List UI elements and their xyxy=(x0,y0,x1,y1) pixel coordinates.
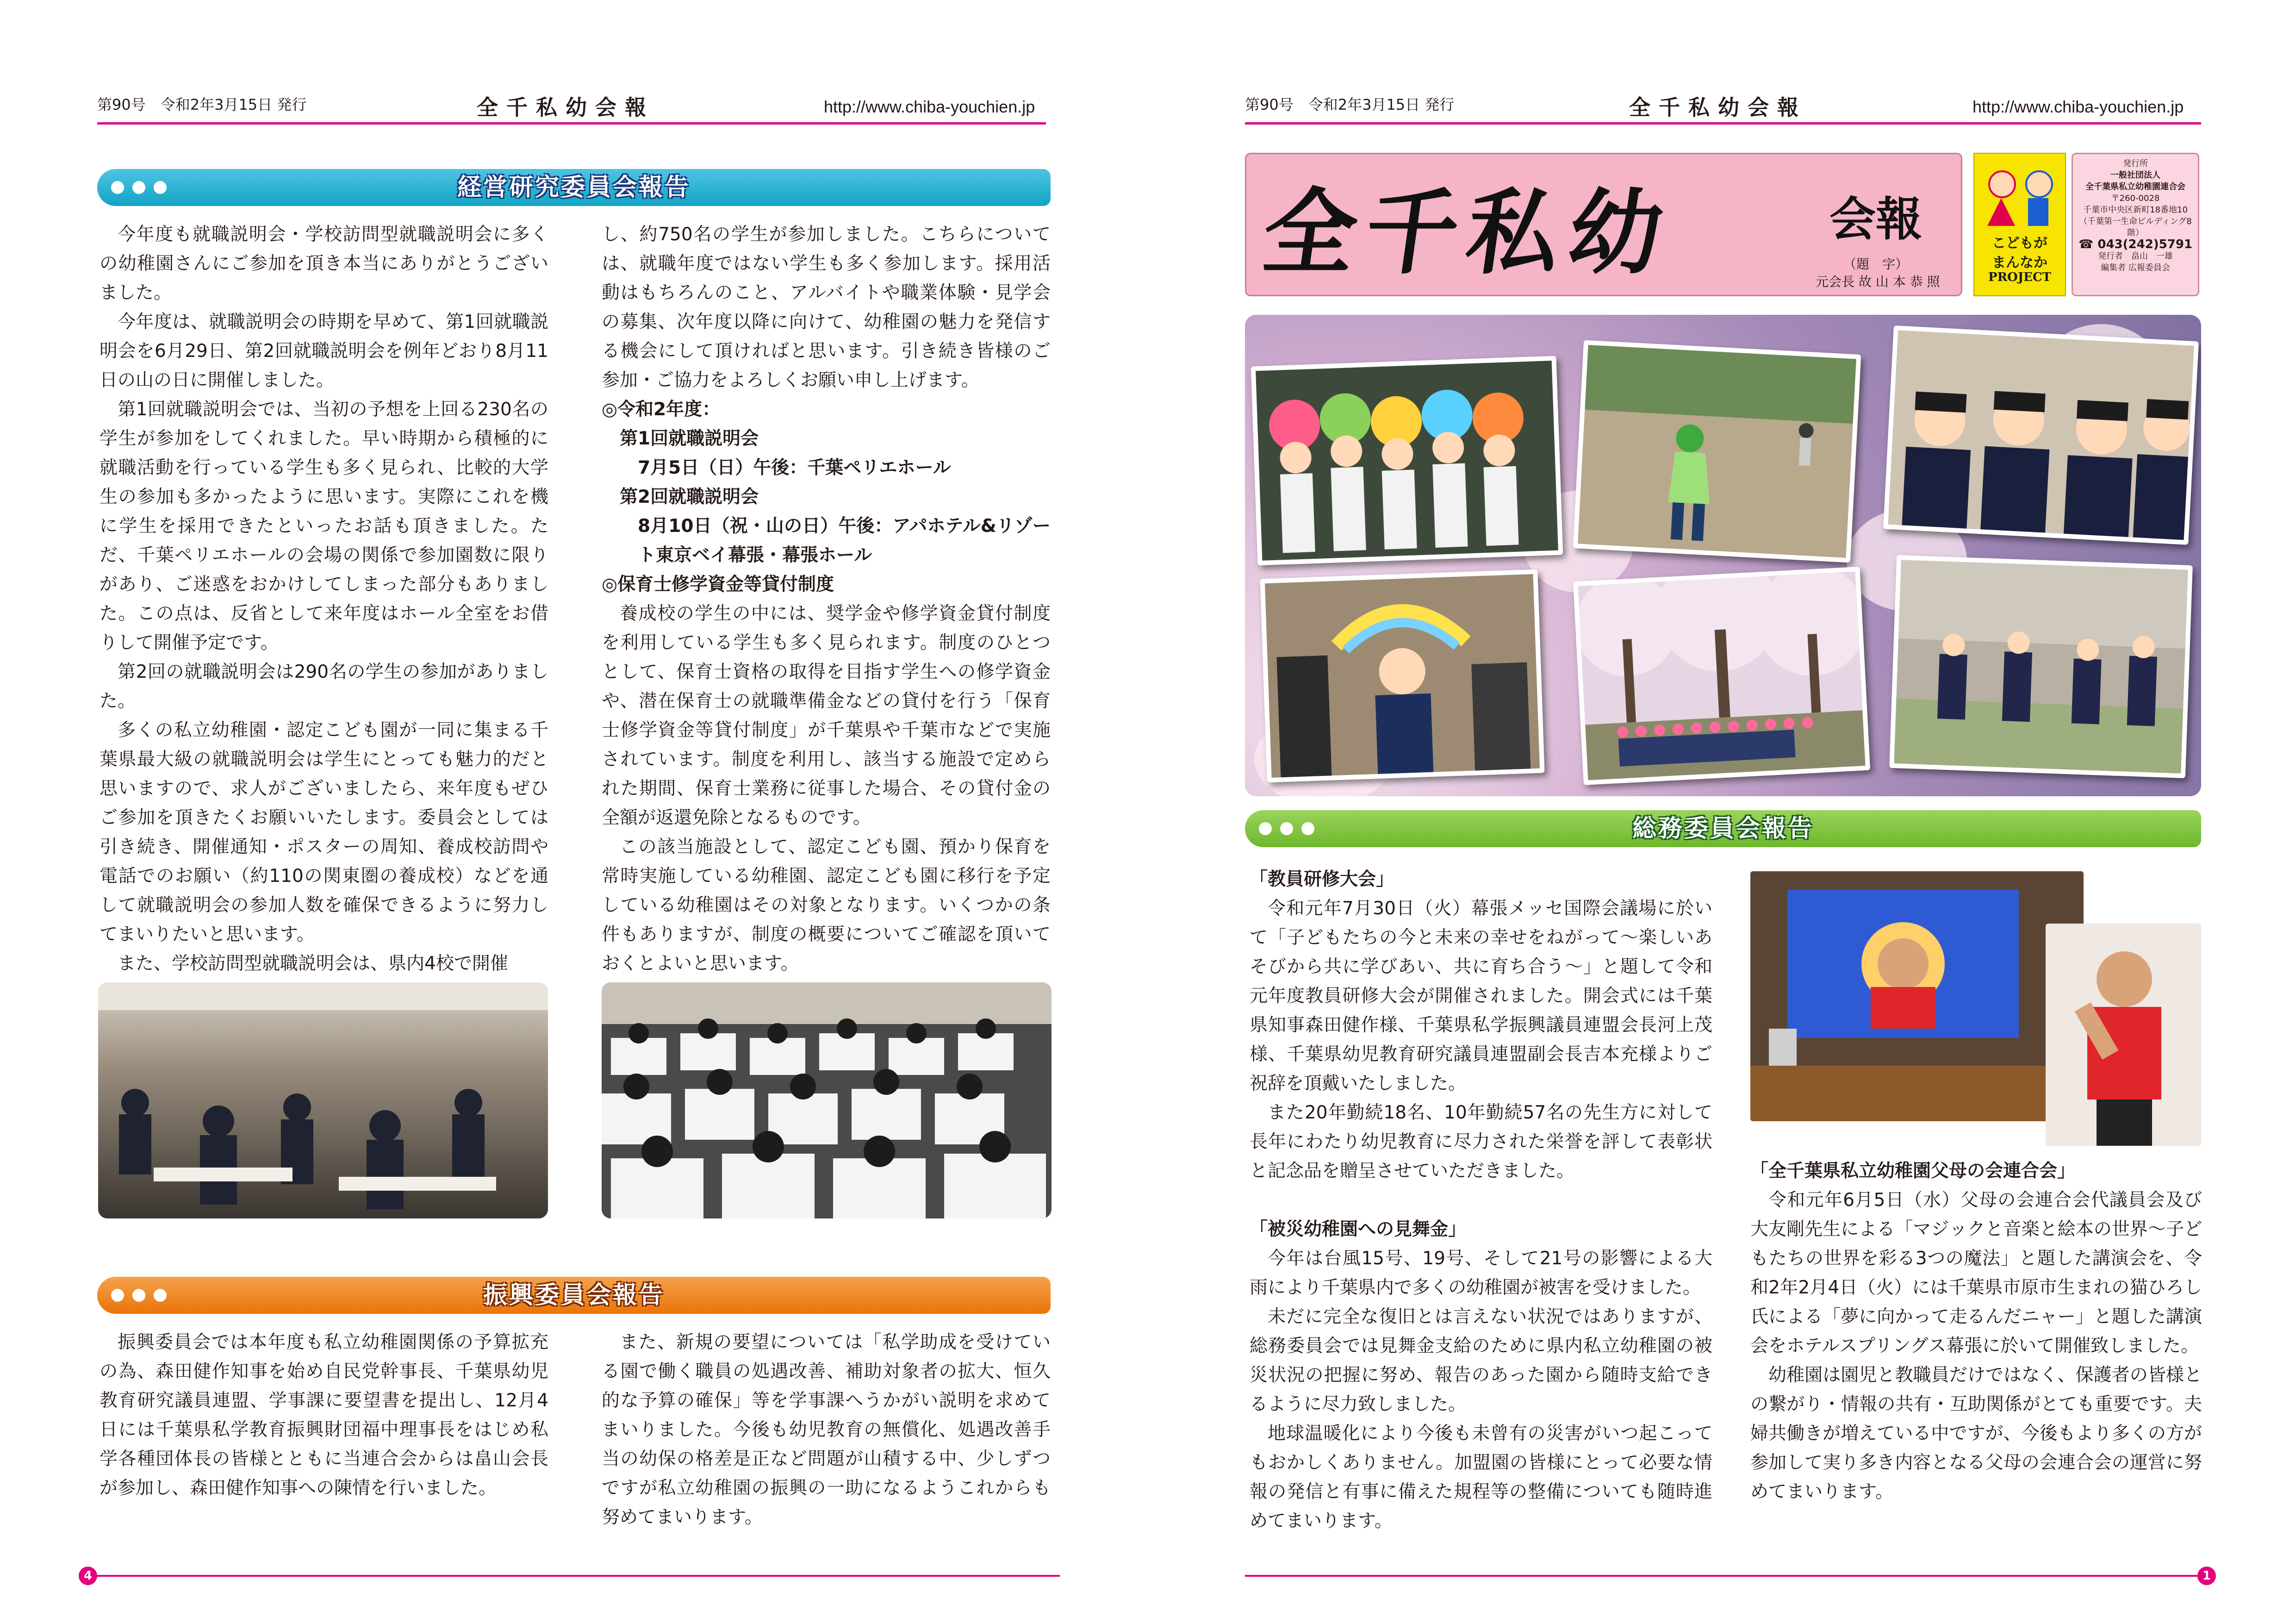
logo-line-2: まんなか xyxy=(1992,255,2047,271)
logo-line-1: こどもが xyxy=(1992,235,2047,251)
publisher-box xyxy=(2072,153,2199,296)
schedule-second: 第2回就職説明会 xyxy=(620,487,759,507)
keiei-para: 多くの私立幼稚園・認定こども園が一同に集まる千葉県最大級の就職説明会は学生にとっても魅力的だと思いますので、求人がございましたら、来年度もぜひご参加を頂きたくお願いいたします。委員会としては引き続き、開催通知・ポスターの周知、養成校訪問や電話でのお願い（約110の関東圏の養成校）などを通して就職説明会の参加人数を確保できるように努力してまいりたいと思います。 xyxy=(100,720,548,945)
publisher-tel: ☎ 043(242)5791 xyxy=(2078,237,2193,251)
left-header-url[interactable]: http://www.chiba-youchien.jp xyxy=(824,97,1035,116)
right-header-rule xyxy=(1245,122,2201,125)
publisher-address: 千葉市中央区新町18番地10 xyxy=(2083,205,2188,215)
keiei-para: この該当施設として、認定こども園、預かり保育を常時実施している幼稚園、認定こども園に移行を予定している幼稚園はその対象となります。いくつかの条件もありますが、制度の概要についてご確認を頂いておくとよいと思います。 xyxy=(602,837,1051,974)
collage-photo-blossom-trees-image xyxy=(1578,572,1865,781)
collage-photo-blossom-trees xyxy=(1573,567,1870,785)
masthead xyxy=(1245,153,1962,296)
right-header-url[interactable]: http://www.chiba-youchien.jp xyxy=(1972,97,2184,116)
shinko-para: 振興委員会では本年度も私立幼稚園関係の予算拡充の為、森田健作知事を始め自民党幹事長、千葉県幼児教育研究議員連盟、学事課に要望書を提出し、12月4日には千葉県私学教育振興財団福中理事長をはじめ私学各種団体長の皆様とともに当連合会からは畠山会長が参加し、森田健作知事への陳情を行いました。 xyxy=(100,1332,548,1499)
schedule-first: 第1回就職説明会 xyxy=(620,428,759,449)
publisher-label: 発行所 xyxy=(2123,159,2148,169)
somu-column-2 xyxy=(1750,1156,2202,1506)
right-footer-rule xyxy=(1245,1575,2201,1577)
lecture-stage-photo xyxy=(1750,871,2084,1121)
shinko-heading: 振興委員会報告 xyxy=(483,1281,665,1309)
kenshu-para: また20年勤続18名、10年勤続57名の先生方に対して長年にわたり幼児教育に尽力された栄誉を評して表彰状と記念品を贈呈させていただきました。 xyxy=(1250,1102,1712,1181)
mimai-para: 地球温暖化により今後も未曾有の災害がいつ起こってもおかしくありません。加盟園の皆様にとって必要な情報の発信と有事に備えた規程等の整備についても随時進めてまいります。 xyxy=(1250,1423,1712,1531)
publisher-building: （千葉第一生命ビルディング8階） xyxy=(2079,217,2192,238)
left-footer-rule xyxy=(97,1575,1060,1577)
right-page-number: 1 xyxy=(2197,1567,2216,1585)
keiei-para: 第1回就職説明会では、当初の予想を上回る230名の学生が参加をしてくれました。早い時期から積極的に就職活動を行っている学生も多く見られ、比較的大学生の参加も多かったように思います。実際にこれを機に学生を採用できたといったお話も頂きました。ただ、千葉ペリエホールの会場の関係で参加園数に限りがあり、ご迷惑をおかけしてしまった部分もありました。この点は、反省として来年度はホール全室をお借りして開催予定です。 xyxy=(100,399,548,653)
schedule-title: ◎令和2年度： xyxy=(602,399,721,420)
seido-title: ◎保育士修学資金等貸付制度 xyxy=(602,574,834,595)
publisher-postal: 〒260-0028 xyxy=(2111,194,2160,203)
somu-banner xyxy=(1245,810,2201,847)
keiei-para: また、学校訪問型就職説明会は、県内4校で開催 xyxy=(118,953,508,974)
photo-collage xyxy=(1245,315,2201,796)
shinko-column-1 xyxy=(100,1328,548,1503)
keiei-column-2 xyxy=(602,220,1051,978)
masthead-calligrapher: 元会長 故 山 本 恭 照 xyxy=(1816,274,1940,289)
lecture-stage-photo-image xyxy=(1750,871,2084,1121)
kenshu-para: 令和元年7月30日（火）幕張メッセ国際会議場に於いて「子どもたちの今と未来の幸せをねがって〜楽しいあそびから共に学びあい、共に育ち合う〜」と題して令和元年度教員研修大会が開催されました。開会式には千葉県知事森田健作様、千葉県私学振興議員連盟会長河上茂様、千葉県幼児教育研究議員連盟副会長吉本充様よりご祝辞を頂戴いたしました。 xyxy=(1250,898,1712,1094)
kenshu-title: 「教員研修大会」 xyxy=(1250,869,1394,890)
collage-photo-sportsday-image xyxy=(1578,345,1856,558)
left-header-rule xyxy=(97,122,1046,125)
fubo-para: 幼稚園は園児と教職員だけではなく、保護者の皆様との繋がり・情報の共有・互助関係がとても重要です。夫婦共働きが増えている中ですが、今後もより多くの方が参加して実り多き内容となる父母の会連合会の運営に努めてまいります。 xyxy=(1750,1365,2202,1502)
masthead-daiji: （題 字） xyxy=(1843,256,1909,272)
left-header-title: 全千私幼会報 xyxy=(477,95,654,120)
mimai-para: 未だに完全な復旧とは言えない状況ではありますが、総務委員会では見舞金支給のために県内私立幼稚園の被災状況の把握に努め、報告のあった園から随時支給できるように尽力致しました。 xyxy=(1250,1306,1712,1415)
keiei-para: 第2回の就職説明会は290名の学生の参加がありました。 xyxy=(100,662,548,712)
collage-photo-ceremony-image xyxy=(1265,574,1540,778)
publisher-org-2: 全千葉県私立幼稚園連合会 xyxy=(2085,182,2185,192)
kid-right-icon xyxy=(2025,170,2053,198)
somu-column-1 xyxy=(1250,865,1712,1536)
mimai-title: 「被災幼稚園への見舞金」 xyxy=(1250,1219,1467,1240)
right-header-title: 全千私幼会報 xyxy=(1629,95,1807,120)
job-fair-photo-2 xyxy=(602,982,1052,1218)
shinko-para: また、新規の要望については「私学助成を受けている園で働く職員の処遇改善、補助対象者の拡大、恒久的な予算の確保」等を学事課へうかがい説明を求めてまいりました。今後も幼児教育の無償化、処遇改善手当の幼保の格差是正など問題が山積する中、少しずつですが私立幼稚園の振興の一助になるようこれからも努めてまいります。 xyxy=(602,1332,1051,1528)
fubo-para: 令和元年6月5日（水）父母の会連合会代議員会及び大友剛先生による「マジックと音楽と絵本の世界〜子どもたちの世界を彩る3つの魔法」と題した講演会を、令和2年2月4日（火）には千葉県市原市生まれの猫ひろし氏による「夢に向かって走るんだニャー」と題した講演会をホテルスプリングス幕張に於いて開催致しました。 xyxy=(1750,1190,2202,1356)
collage-photo-sportsday xyxy=(1573,340,1861,563)
collage-photo-dance xyxy=(1889,555,2193,778)
kid-left-body-icon xyxy=(1987,198,2015,226)
keiei-heading: 経営研究委員会報告 xyxy=(457,174,691,201)
schedule-second-detail: 8月10日（祝・山の日）午後：アパホテル&リゾート東京ベイ幕張・幕張ホール xyxy=(638,516,1051,566)
left-header-issue: 第90号 令和2年3月15日 発行 xyxy=(97,96,307,113)
left-page-number: 4 xyxy=(79,1567,97,1585)
masthead-kaiho: 会報 xyxy=(1829,192,1922,246)
job-fair-photo-1-image xyxy=(98,982,548,1218)
shinko-banner xyxy=(97,1277,1051,1314)
nekohiroshi-photo xyxy=(2046,924,2201,1146)
somu-heading: 総務委員会報告 xyxy=(1632,815,1814,843)
kid-left-icon xyxy=(1988,170,2016,198)
right-header-issue: 第90号 令和2年3月15日 発行 xyxy=(1245,96,1455,113)
publisher-editor: 編集者 広報委員会 xyxy=(2101,263,2170,273)
keiei-para: 養成校の学生の中には、奨学金や修学資金貸付制度を利用している学生も多く見られます。制度のひとつとして、保育士資格の取得を目指す学生への修学資金や、潜在保育士の就職準備金などの貸付を行う「保育士修学資金等貸付制度」が千葉県や千葉市などで実施されています。制度を利用し、該当する施設で定められた期間、保育士業務に従事した場合、その貸付金の全額が返還免除となるものです。 xyxy=(602,603,1051,828)
kodomo-mannaka-logo xyxy=(1973,153,2066,296)
publisher-issuer: 発行者 畠山 一雄 xyxy=(2098,251,2173,261)
collage-photo-costumes xyxy=(1251,356,1563,566)
collage-photo-classroom-image xyxy=(1888,331,2194,540)
collage-photo-dance-image xyxy=(1894,560,2188,773)
keiei-banner xyxy=(97,169,1051,206)
logo-line-3: PROJECT xyxy=(1988,270,2051,284)
publisher-org-1: 一般社団法人 xyxy=(2110,170,2160,180)
schedule-first-detail: 7月5日（日）午後：千葉ペリエホール xyxy=(638,457,951,478)
keiei-column-1 xyxy=(100,220,548,978)
collage-photo-ceremony xyxy=(1260,569,1545,783)
fubo-title: 「全千葉県私立幼稚園父母の会連合会」 xyxy=(1750,1161,2076,1181)
collage-photo-costumes-image xyxy=(1256,361,1558,561)
keiei-para: 今年度も就職説明会・学校訪問型就職説明会に多くの幼稚園さんにご参加を頂き本当にありがとうございました。 xyxy=(100,224,548,303)
job-fair-photo-1 xyxy=(98,982,548,1218)
keiei-para: し、約750名の学生が参加しました。こちらについては、就職年度ではない学生も多く参加します。採用活動はもちろんのこと、アルバイトや職業体験・見学会の募集、次年度以降に向けて、幼稚園の魅力を発信する機会にして頂ければと思います。引き続き皆様のご参加・ご協力をよろしくお願い申し上げます。 xyxy=(602,224,1051,391)
kid-right-body-icon xyxy=(2024,198,2052,226)
job-fair-photo-2-image xyxy=(602,982,1052,1218)
collage-photo-classroom xyxy=(1883,325,2199,545)
shinko-column-2 xyxy=(602,1328,1051,1532)
mimai-para: 今年は台風15号、19号、そして21号の影響による大雨により千葉県内で多くの幼稚園が被害を受けました。 xyxy=(1250,1248,1712,1298)
nekohiroshi-photo-image xyxy=(2046,924,2201,1146)
masthead-title: 全千私幼 xyxy=(1256,178,1679,287)
keiei-para: 今年度は、就職説明会の時期を早めて、第1回就職説明会を6月29日、第2回就職説明会を例年どおり8月11日の山の日に開催しました。 xyxy=(100,312,548,391)
